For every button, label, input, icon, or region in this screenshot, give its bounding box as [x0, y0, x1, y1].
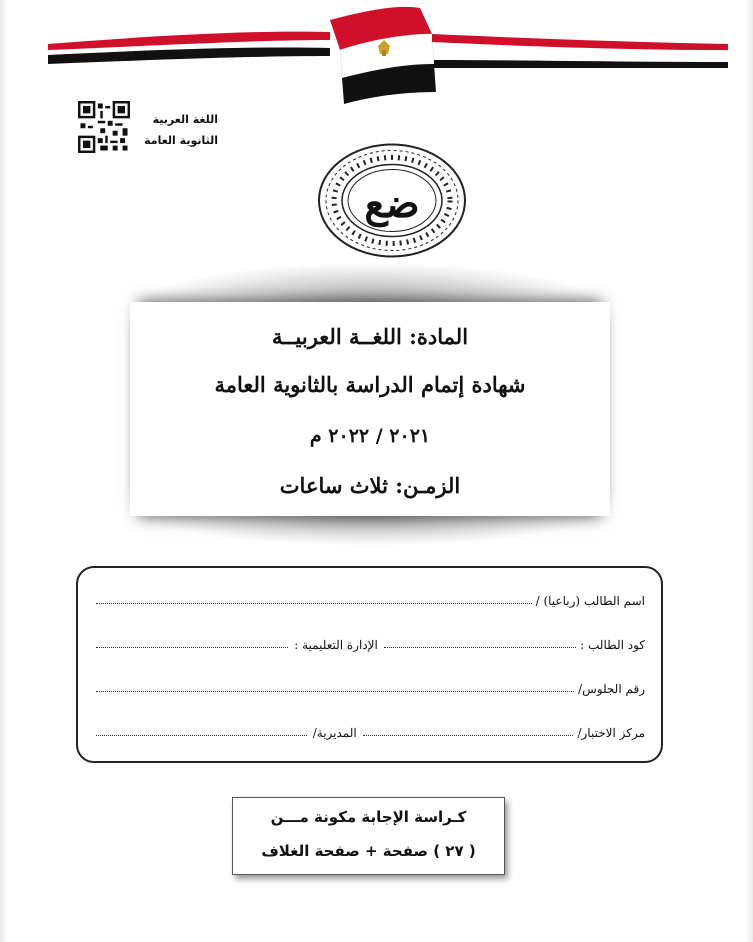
- student-info-box: [76, 566, 663, 763]
- seat-number-row: [96, 672, 645, 696]
- student-name-label: اسم الطالب (رباعيا) /: [535, 594, 645, 608]
- booklet-note-line1: كـراسة الإجابة مكونة مـــن: [270, 808, 467, 826]
- student-name-row: [96, 584, 645, 608]
- admin-label: الإدارة التعليمية :: [294, 638, 378, 652]
- exam-center-label: مركز الاختبار/: [577, 726, 645, 740]
- student-code-label: كود الطالب :: [580, 638, 645, 652]
- page-edge-right: [745, 0, 753, 942]
- banner-shadow-top: [140, 262, 600, 304]
- student-code-row: [96, 628, 645, 652]
- qr-code-icon: [78, 100, 130, 154]
- exam-center-field[interactable]: [363, 725, 574, 736]
- seat-number-field[interactable]: [96, 681, 574, 692]
- egypt-flag-ribbon: [0, 0, 753, 110]
- banner-shadow-bottom: [140, 514, 600, 546]
- header-subject: اللغة العربية: [152, 113, 218, 126]
- directorate-field[interactable]: [96, 725, 307, 736]
- student-code-field[interactable]: [384, 637, 576, 648]
- subject-title: المادة: اللغــة العربيــة: [271, 324, 469, 349]
- ornamental-seal-icon: [316, 141, 468, 260]
- title-banner: [130, 302, 610, 516]
- booklet-note: [232, 797, 505, 875]
- page-edge-left: [0, 0, 8, 942]
- emblem-glyph: ضع: [364, 180, 420, 227]
- exam-duration: الزمـن: ثلاث ساعات: [279, 473, 461, 498]
- certificate-title: شهادة إتمام الدراسة بالثانوية العامة: [214, 372, 526, 397]
- academic-year: ٢٠٢١ / ٢٠٢٢ م: [309, 425, 431, 447]
- header-level: الثانوية العامة: [144, 134, 218, 147]
- exam-center-row: [96, 716, 645, 740]
- admin-field[interactable]: [96, 637, 288, 648]
- student-name-field[interactable]: [96, 593, 532, 604]
- booklet-note-line2: ( ٢٧ ) صفحة + صفحة الغلاف: [261, 842, 476, 860]
- seat-number-label: رقم الجلوس/: [578, 682, 645, 696]
- directorate-label: المديرية/: [312, 726, 357, 740]
